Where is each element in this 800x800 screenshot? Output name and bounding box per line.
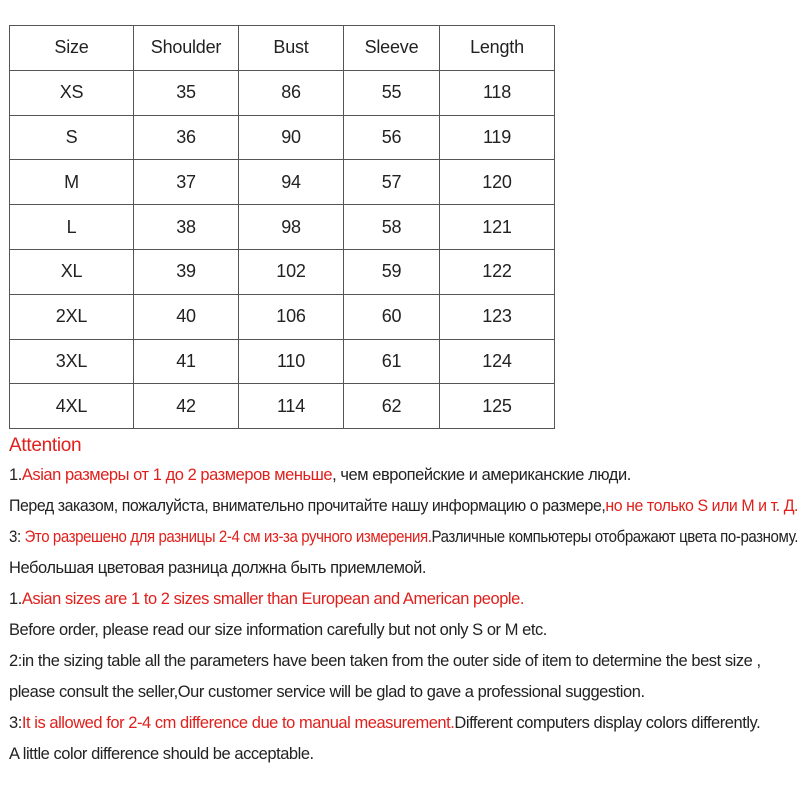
- header-cell: Sleeve: [344, 26, 440, 71]
- note-highlight: Asian размеры от 1 до 2 размеров меньше: [21, 466, 333, 484]
- note-highlight: Asian sizes are 1 to 2 sizes smaller than European and American people.: [21, 590, 524, 608]
- table-cell: XS: [10, 70, 134, 115]
- note-line: [9, 584, 798, 615]
- table-cell: 61: [344, 339, 440, 384]
- note-text: 2:in the sizing table all the parameters have been taken from the outer side of item to determine the best size ,: [9, 652, 761, 670]
- note-line: [9, 677, 798, 708]
- note-line: [9, 522, 798, 553]
- table-cell: 98: [239, 205, 344, 250]
- note-line: [9, 708, 798, 739]
- table-cell: 4XL: [10, 384, 134, 429]
- table-cell: 119: [440, 115, 555, 160]
- header-cell: Shoulder: [134, 26, 239, 71]
- note-text: Перед заказом, пожалуйста, внимательно прочитайте нашу информацию о размере,: [9, 497, 606, 515]
- note-text: Различные компьютеры отображают цвета по-разному.: [431, 528, 798, 546]
- table-cell: 118: [440, 70, 555, 115]
- table-cell: 90: [239, 115, 344, 160]
- table-row: [10, 294, 555, 339]
- table-cell: 41: [134, 339, 239, 384]
- header-cell: Bust: [239, 26, 344, 71]
- table-cell: 106: [239, 294, 344, 339]
- table-cell: 57: [344, 160, 440, 205]
- table-row: [10, 115, 555, 160]
- note-highlight: Это разрешено для разницы 2-4 см из-за ручного измерения.: [24, 528, 432, 546]
- note-text: Different computers display colors differently.: [454, 714, 761, 732]
- table-row: [10, 339, 555, 384]
- note-text: 1.: [9, 590, 22, 608]
- note-text: 3:: [9, 528, 25, 546]
- table-cell: 124: [440, 339, 555, 384]
- table-cell: 38: [134, 205, 239, 250]
- table-header-row: [10, 26, 555, 71]
- size-chart-table: [9, 25, 555, 429]
- note-highlight: It is allowed for 2-4 cm difference due to manual measurement.: [21, 714, 455, 732]
- table-cell: 123: [440, 294, 555, 339]
- note-text: , чем европейские и американские люди.: [332, 466, 631, 484]
- table-cell: L: [10, 205, 134, 250]
- table-cell: 59: [344, 249, 440, 294]
- size-chart-body: [10, 26, 555, 429]
- table-cell: 110: [239, 339, 344, 384]
- table-row: [10, 249, 555, 294]
- table-cell: 60: [344, 294, 440, 339]
- table-row: [10, 70, 555, 115]
- table-cell: 120: [440, 160, 555, 205]
- note-text: Небольшая цветовая разница должна быть приемлемой.: [9, 559, 427, 577]
- note-text: 1.: [9, 466, 22, 484]
- table-cell: 42: [134, 384, 239, 429]
- table-row: [10, 384, 555, 429]
- note-line: [9, 460, 798, 491]
- note-line: [9, 646, 798, 677]
- table-cell: 55: [344, 70, 440, 115]
- table-cell: 40: [134, 294, 239, 339]
- note-line: [9, 491, 799, 522]
- attention-notes: [9, 432, 799, 770]
- table-cell: 2XL: [10, 294, 134, 339]
- table-cell: 122: [440, 249, 555, 294]
- table-cell: 36: [134, 115, 239, 160]
- table-row: [10, 160, 555, 205]
- note-line: [9, 739, 798, 770]
- table-cell: 125: [440, 384, 555, 429]
- note-text: 3:: [9, 714, 22, 732]
- table-cell: 121: [440, 205, 555, 250]
- attention-heading: Attention: [9, 435, 82, 456]
- note-text: A little color difference should be acceptable.: [9, 745, 314, 763]
- table-cell: 102: [239, 249, 344, 294]
- table-cell: XL: [10, 249, 134, 294]
- table-cell: 58: [344, 205, 440, 250]
- header-cell: Size: [10, 26, 134, 71]
- table-cell: 39: [134, 249, 239, 294]
- header-cell: Length: [440, 26, 555, 71]
- table-cell: 86: [239, 70, 344, 115]
- table-cell: 62: [344, 384, 440, 429]
- note-line: [9, 553, 798, 584]
- table-cell: 94: [239, 160, 344, 205]
- note-text: please consult the seller,Our customer service will be glad to gave a professional suggestion.: [9, 683, 645, 701]
- note-highlight: но не только S или M и т. Д.: [605, 497, 799, 515]
- note-text: Before order, please read our size information carefully but not only S or M etc.: [9, 621, 547, 639]
- table-cell: 35: [134, 70, 239, 115]
- table-cell: S: [10, 115, 134, 160]
- attention-lines: [9, 460, 799, 770]
- table-cell: 114: [239, 384, 344, 429]
- table-cell: 56: [344, 115, 440, 160]
- table-cell: 3XL: [10, 339, 134, 384]
- table-cell: M: [10, 160, 134, 205]
- table-row: [10, 205, 555, 250]
- table-cell: 37: [134, 160, 239, 205]
- note-line: [9, 615, 798, 646]
